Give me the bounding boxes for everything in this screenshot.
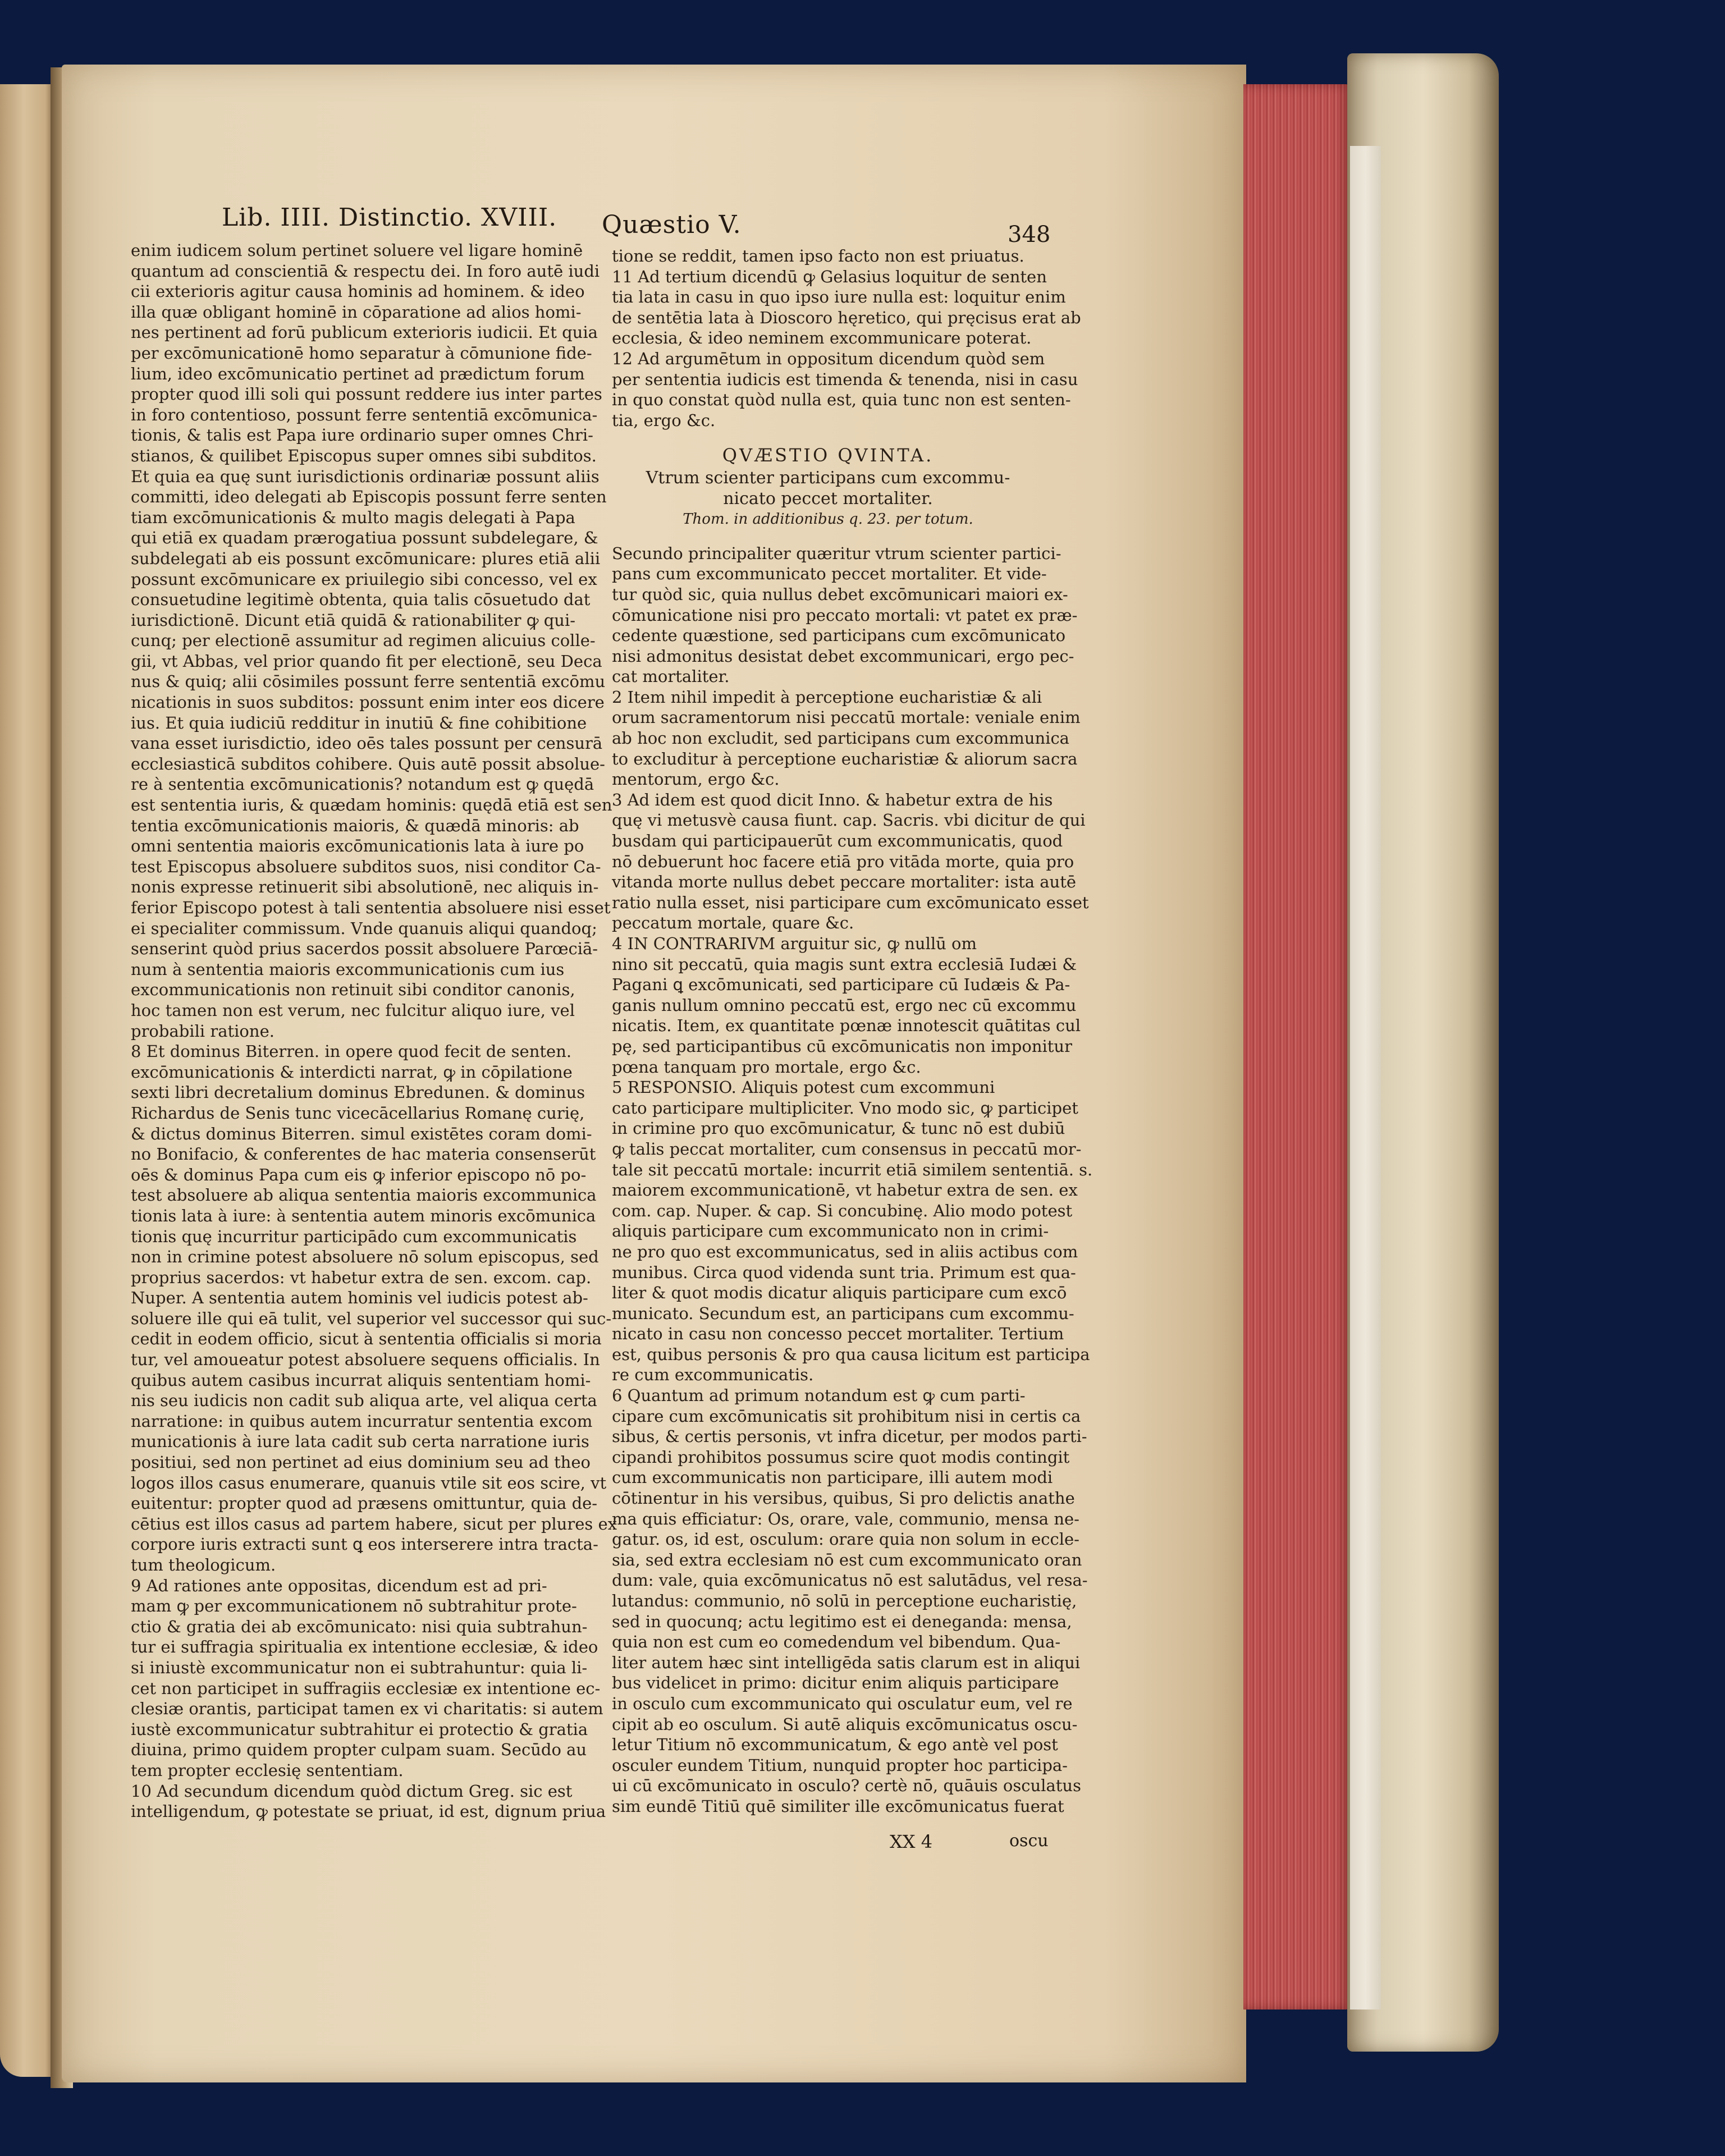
text-line: tur, vel amoueatur potest absoluere sequens officialis. In xyxy=(131,1350,600,1370)
text-line: num à sententia maioris excommunicationis cum ius xyxy=(131,959,565,979)
text-line: 11 Ad tertium dicendū ꝙ Gelasius loquitur de senten xyxy=(612,267,1047,286)
text-line: ne pro quo est excommunicatus, sed in aliis actibus com xyxy=(612,1242,1078,1261)
text-line: 12 Ad argumētum in oppositum dicendum quòd sem xyxy=(612,349,1045,368)
signature-mark: XX 4 xyxy=(890,1831,933,1852)
text-line: & dictus dominus Biterren. simul existētes coram domi- xyxy=(131,1124,592,1143)
text-line: cet non participet in suffragiis ecclesiæ ex intentione ec- xyxy=(131,1678,601,1698)
text-line: diuina, primo quidem propter culpam suam. Secūdo au xyxy=(131,1740,587,1760)
text-line: nus & quiq; alii cōsimiles possunt ferre sententiā excōmu xyxy=(131,672,606,692)
text-line: municationis à iure lata cadit sub certa narratione iuris xyxy=(131,1432,589,1452)
text-line: tionis, & talis est Papa iure ordinario super omnes Chri- xyxy=(131,425,593,445)
text-line: quantum ad conscientiā & respectu dei. In foro autē iudi xyxy=(131,261,600,281)
text-line: quibus autem casibus incurrat aliquis sententiam homi- xyxy=(131,1370,591,1390)
text-line: in foro contentioso, possunt ferre sententiā excōmunica- xyxy=(131,405,598,424)
text-line: pę, sed participantibus cū excōmunicatis non imponitur xyxy=(612,1036,1072,1056)
text-line: proprius sacerdos: vt habetur extra de sen. excom. cap. xyxy=(131,1267,592,1287)
quaestio-title: QVÆSTIO QVINTA. xyxy=(722,445,934,466)
text-line: narratione: in quibus autem incurratur sententia excom xyxy=(131,1411,593,1431)
running-head-left: Lib. IIII. Distinctio. XVIII. xyxy=(222,203,557,232)
text-line: ma quis efficiatur: Os, orare, vale, communio, mensa ne- xyxy=(612,1509,1079,1528)
text-line: 10 Ad secundum dicendum quòd dictum Greg. sic est xyxy=(131,1781,573,1801)
text-line: osculer eundem Titium, nunquid propter hoc participa- xyxy=(612,1755,1068,1775)
text-line: hoc tamen non est verum, nec fulcitur aliquo iure, vel xyxy=(131,1000,575,1020)
text-line: 6 Quantum ad primum notandum est ꝙ cum parti- xyxy=(612,1386,1026,1406)
text-line: letur Titium nō excommunicatum, & ego antè vel post xyxy=(612,1735,1058,1755)
text-line: bus videlicet in primo: dicitur enim aliquis participare xyxy=(612,1673,1059,1693)
text-line: logos illos casus enumerare, quanuis vtile sit eos scire, vt xyxy=(131,1473,607,1493)
text-line: mentorum, ergo &c. xyxy=(612,770,780,789)
right-text-column xyxy=(612,246,1093,1817)
text-line: peccatum mortale, quare &c. xyxy=(612,913,854,933)
text-line: subdelegati ab eis possunt excōmunicare: plures etiā alii xyxy=(131,548,601,568)
text-line: cētius est illos casus ad partem habere, sicut per plures ex xyxy=(131,1514,617,1534)
text-line: dum: vale, quia excōmunicatus nō est salutādus, vel resa- xyxy=(612,1571,1088,1590)
text-line: nicato in casu non concesso peccet mortaliter. Tertium xyxy=(612,1324,1064,1344)
text-line: cat mortaliter. xyxy=(612,667,730,686)
text-line: 8 Et dominus Biterren. in opere quod fecit de senten. xyxy=(131,1042,572,1061)
quaestio-subtitle-2: nicato peccet mortaliter. xyxy=(723,488,933,509)
text-line: Secundo principaliter quæritur vtrum scienter partici- xyxy=(612,543,1061,563)
text-line: tale sit peccatū mortale: incurrit etiā similem sententiā. s. xyxy=(612,1160,1093,1179)
text-line: in crimine pro quo excōmunicatur, & tunc nō est dubiū xyxy=(612,1119,1065,1138)
text-line: tentia excōmunicationis maioris, & quædā minoris: ab xyxy=(131,816,579,835)
text-line: sibus, & certis personis, vt infra dicetur, per modos parti- xyxy=(612,1427,1087,1447)
text-line: soluere ille qui eā tulit, vel superior vel successor qui suc- xyxy=(131,1308,612,1328)
text-line: tionis quę incurritur participādo cum excommunicatis xyxy=(131,1226,577,1246)
text-line: vana esset iurisdictio, ideo oēs tales possunt per censurā xyxy=(131,734,603,753)
text-line: munibus. Circa quod videnda sunt tria. Primum est qua- xyxy=(612,1262,1076,1282)
text-line: liter autem hæc sint intelligēda satis clarum est in aliqui xyxy=(612,1653,1081,1672)
text-line: tiam excōmunicationis & multo magis delegati à Papa xyxy=(131,507,575,527)
text-line: 2 Item nihil impedit à perceptione eucharistiæ & ali xyxy=(612,687,1042,707)
text-line: ei specialiter commissum. Vnde quanuis aliqui quandoq; xyxy=(131,918,597,938)
text-line: excōmunicationis & interdicti narrat, ꝙ in cōpilatione xyxy=(131,1062,573,1082)
text-line: cipit ab eo osculum. Si autē aliquis excōmunicatus oscu- xyxy=(612,1714,1078,1734)
text-line: test absoluere ab aliqua sententia maioris excommunica xyxy=(131,1185,597,1205)
quaestio-reference: Thom. in additionibus q. 23. per totum. xyxy=(683,511,973,528)
text-line: in osculo cum excommunicato qui osculatur eum, vel re xyxy=(612,1693,1073,1713)
right-column-body xyxy=(612,543,1093,1817)
red-fore-edge xyxy=(1243,84,1350,2009)
text-line: sim eundē Titiū quē similiter ille excōmunicatus fuerat xyxy=(612,1796,1064,1816)
text-line: municato. Secundum est, an participans cum excommu- xyxy=(612,1303,1074,1323)
text-line: pans cum excommunicato peccet mortaliter. Et vide- xyxy=(612,564,1047,584)
text-line: si iniustè excommunicatur non ei subtrahuntur: quia li- xyxy=(131,1658,588,1677)
text-line: probabili ratione. xyxy=(131,1021,274,1041)
text-line: sexti libri decretalium dominus Ebredunen. & dominus xyxy=(131,1083,585,1102)
text-line: nisi admonitus desistat debet excommunicari, ergo pec- xyxy=(612,646,1074,666)
text-line: iustè excommunicatur subtrahitur ei protectio & gratia xyxy=(131,1719,588,1739)
text-line: 4 IN CONTRARIVM arguitur sic, ꝙ nullū om xyxy=(612,934,977,953)
left-page-edge xyxy=(0,84,53,2077)
quaestio-subtitle-1: Vtrum scienter participans cum excommu- xyxy=(646,468,1010,488)
text-line: consuetudine legitimè obtenta, quia talis cōsuetudo dat xyxy=(131,590,591,610)
text-line: de sentētia lata à Dioscoro hęretico, qui pręcisus erat ab xyxy=(612,308,1081,327)
catchword: oscu xyxy=(1009,1831,1049,1851)
text-line: tem propter ecclesię sententiam. xyxy=(131,1760,404,1780)
text-line: sed in quocunq; actu legitimo est ei deneganda: mensa, xyxy=(612,1612,1072,1631)
text-line: cato participare multipliciter. Vno modo sic, ꝙ participet xyxy=(612,1098,1078,1118)
text-line: in quo constat quòd nulla est, quia tunc non est senten- xyxy=(612,390,1071,410)
text-line: sia, sed extra ecclesiam nō est cum excommunicato oran xyxy=(612,1550,1082,1569)
cover-turn-in xyxy=(1350,146,1381,2009)
text-line: tur quòd sic, quia nullus debet excōmunicari maiori ex- xyxy=(612,584,1068,604)
text-line: oēs & dominus Papa cum eis ꝙ inferior episcopo nō po- xyxy=(131,1165,587,1184)
text-line: est sententia iuris, & quædam hominis: quędā etiā est sen xyxy=(131,795,612,815)
text-line: nicatis. Item, ex quantitate pœnæ innotescit quātitas cul xyxy=(612,1016,1081,1036)
text-line: non in crimine potest absoluere nō solum episcopus, sed xyxy=(131,1247,599,1267)
text-line: 3 Ad idem est quod dicit Inno. & habetur extra de his xyxy=(612,790,1053,809)
text-line: tia, ergo &c. xyxy=(612,410,716,430)
text-line: ecclesia, & ideo neminem excommunicare poterat. xyxy=(612,328,1032,348)
text-line: committi, ideo delegati ab Episcopis possunt ferre senten xyxy=(131,487,607,507)
running-head-right: Quæstio V. xyxy=(602,210,742,239)
text-line: quę vi metusvè causa fiunt. cap. Sacris. vbi dicitur de qui xyxy=(612,811,1086,830)
folio-number: 348 xyxy=(1008,222,1051,248)
text-line: senserint quòd prius sacerdos possit absoluere Parœciā- xyxy=(131,939,598,959)
text-line: ab hoc non excludit, sed participans cum excommunica xyxy=(612,729,1069,748)
text-line: nes pertinent ad forū publicum exterioris iudicii. Et quia xyxy=(131,323,598,342)
text-line: per sententia iudicis est timenda & tenenda, nisi in casu xyxy=(612,369,1078,389)
text-line: nō debuerunt hoc facere etiā pro vitāda morte, quia pro xyxy=(612,852,1074,871)
text-line: tionis lata à iure: à sententia autem minoris excōmunica xyxy=(131,1206,596,1225)
text-line: quia non est cum eo comedendum vel bibendum. Qua- xyxy=(612,1632,1061,1652)
text-line: re cum excommunicatis. xyxy=(612,1365,814,1385)
text-line: intelligendum, ꝙ potestate se priuat, id est, dignum priua xyxy=(131,1802,606,1821)
text-line: re à sententia excōmunicationis? notandum est ꝙ quędā xyxy=(131,775,594,794)
text-line: omni sententia maioris excōmunicationis lata à iure po xyxy=(131,836,584,856)
text-line: iurisdictionē. Dicunt etiā quidā & rationabiliter ꝙ qui- xyxy=(131,610,576,630)
text-line: nino sit peccatū, quia magis sunt extra ecclesiā Iudæi & xyxy=(612,954,1077,974)
text-line: ctio & gratia dei ab excōmunicato: nisi quia subtrahun- xyxy=(131,1617,588,1636)
text-line: ganis nullum omnino peccatū est, ergo nec cū excommu xyxy=(612,995,1077,1015)
text-line: cii exterioris agitur causa hominis ad hominem. & ideo xyxy=(131,282,585,301)
text-line: pœna tanquam pro mortale, ergo &c. xyxy=(612,1057,921,1077)
text-line: test Episcopus absoluere subditos suos, nisi conditor Ca- xyxy=(131,857,601,876)
text-line: excommunicationis non retinuit sibi conditor canonis, xyxy=(131,980,575,1000)
text-line: Richardus de Senis tunc vicecācellarius Romanę curię, xyxy=(131,1103,585,1123)
text-line: positiui, sed non pertinet ad eius dominium seu ad theo xyxy=(131,1453,591,1472)
text-line: tum theologicum. xyxy=(131,1555,276,1574)
text-line: ius. Et quia iudiciū redditur in inutiū & fine cohibitione xyxy=(131,713,587,733)
text-line: nicationis in suos subditos: possunt enim inter eos dicere xyxy=(131,693,605,712)
text-line: ꝙ talis peccat mortaliter, cum consensus in peccatū mor- xyxy=(612,1139,1082,1159)
text-line: ui cū excōmunicato in osculo? certè nō, quāuis osculatus xyxy=(612,1776,1081,1796)
text-line: maiorem excommunicationē, vt habetur extra de sen. ex xyxy=(612,1180,1078,1200)
text-line: cōmunicatione nisi pro peccato mortali: vt patet ex præ- xyxy=(612,605,1078,625)
text-line: nonis expresse retinuerit sibi absolutionē, nec aliquis in- xyxy=(131,877,599,897)
text-line: cum excommunicatis non participare, illi autem modi xyxy=(612,1468,1053,1487)
text-line: lium, ideo excōmunicatio pertinet ad prædictum forum xyxy=(131,364,585,383)
text-line: per excōmunicationē homo separatur à cōmunione fide- xyxy=(131,343,592,363)
text-line: Nuper. A sententia autem hominis vel iudicis potest ab- xyxy=(131,1288,588,1308)
text-line: aliquis participare cum excommunicato non in crimi- xyxy=(612,1221,1049,1241)
text-line: cōtinentur in his versibus, quibus, Si pro delictis anathe xyxy=(612,1489,1075,1508)
text-line: cedit in eodem officio, sicut à sententia officialis si moria xyxy=(131,1329,602,1349)
text-line: est, quibus personis & pro qua causa licitum est participa xyxy=(612,1344,1090,1364)
text-line: com. cap. Nuper. & cap. Si concubinę. Alio modo potest xyxy=(612,1201,1073,1220)
text-line: euitentur: propter quod ad præsens omittuntur, quia de- xyxy=(131,1494,598,1513)
text-line: Et quia ea quę sunt iurisdictionis ordinariæ possunt aliis xyxy=(131,466,600,486)
text-line: 5 RESPONSIO. Aliquis potest cum excommuni xyxy=(612,1078,995,1097)
text-line: liter & quot modis dicatur aliquis participare cum excō xyxy=(612,1283,1067,1303)
text-line: tur ei suffragia spiritualia ex intentione ecclesiæ, & ideo xyxy=(131,1637,598,1657)
right-column-top xyxy=(612,246,1081,431)
text-line: nis seu iudicis non cadit sub aliqua arte, vel aliqua certa xyxy=(131,1391,597,1411)
text-line: illa quæ obligant hominē in cōparatione ad alios homi- xyxy=(131,302,582,322)
text-line: tia lata in casu in quo ipso iure nulla est: loquitur enim xyxy=(612,287,1066,307)
text-line: tione se reddit, tamen ipso facto non est priuatus. xyxy=(612,246,1024,266)
left-text-column xyxy=(131,240,617,1822)
text-line: Pagani ꝗ excōmunicati, sed participare cū Iudæis & Pa- xyxy=(612,975,1070,995)
text-line: stianos, & quilibet Episcopus super omnes sibi subditos. xyxy=(131,446,597,465)
text-line: cedente quæstione, sed participans cum excōmunicato xyxy=(612,626,1066,646)
text-line: gatur. os, id est, osculum: orare quia non solum in eccle- xyxy=(612,1530,1079,1549)
text-line: 9 Ad rationes ante oppositas, dicendum est ad pri- xyxy=(131,1576,547,1595)
text-line: clesiæ orantis, participat tamen ex vi charitatis: si autem xyxy=(131,1699,603,1719)
text-line: mam ꝙ per excommunicationem nō subtrahitur prote- xyxy=(131,1596,577,1616)
text-line: gii, vt Abbas, vel prior quando fit per electionē, seu Deca xyxy=(131,651,602,671)
text-line: cipandi prohibitos possumus scire quot modis contingit xyxy=(612,1447,1070,1467)
text-line: to excluditur à perceptione eucharistiæ & aliorum sacra xyxy=(612,749,1078,768)
text-line: cipare cum excōmunicatis sit prohibitum nisi in certis ca xyxy=(612,1406,1081,1426)
text-line: ratio nulla esset, nisi participare cum excōmunicato esset xyxy=(612,892,1089,912)
text-line: corpore iuris extracti sunt ꝗ eos interserere intra tracta- xyxy=(131,1535,598,1554)
text-line: enim iudicem solum pertinet soluere vel ligare hominē xyxy=(131,241,583,260)
text-line: busdam qui participauerūt cum excommunicatis, quod xyxy=(612,831,1063,851)
text-line: no Bonifacio, & conferentes de hac materia consenserūt xyxy=(131,1145,596,1164)
text-line: cunq; per electionē assumitur ad regimen alicuius colle- xyxy=(131,631,596,651)
text-line: ferior Episcopo potest à tali sententia absoluere nisi esset xyxy=(131,898,611,917)
text-line: vitanda morte nullus debet peccare mortaliter: ista autē xyxy=(612,872,1077,892)
text-line: propter quod illi soli qui possunt reddere ius inter partes xyxy=(131,384,602,404)
text-line: possunt excōmunicare ex priuilegio sibi concesso, vel ex xyxy=(131,569,597,589)
text-line: orum sacramentorum nisi peccatū mortale: veniale enim xyxy=(612,708,1081,727)
text-line: ecclesiasticā subditos cohibere. Quis autē possit absolue- xyxy=(131,754,605,773)
text-line: lutandus: communio, nō solū in perceptione eucharistię, xyxy=(612,1591,1077,1610)
text-line: qui etiā ex quadam prærogatiua possunt subdelegare, & xyxy=(131,528,598,548)
